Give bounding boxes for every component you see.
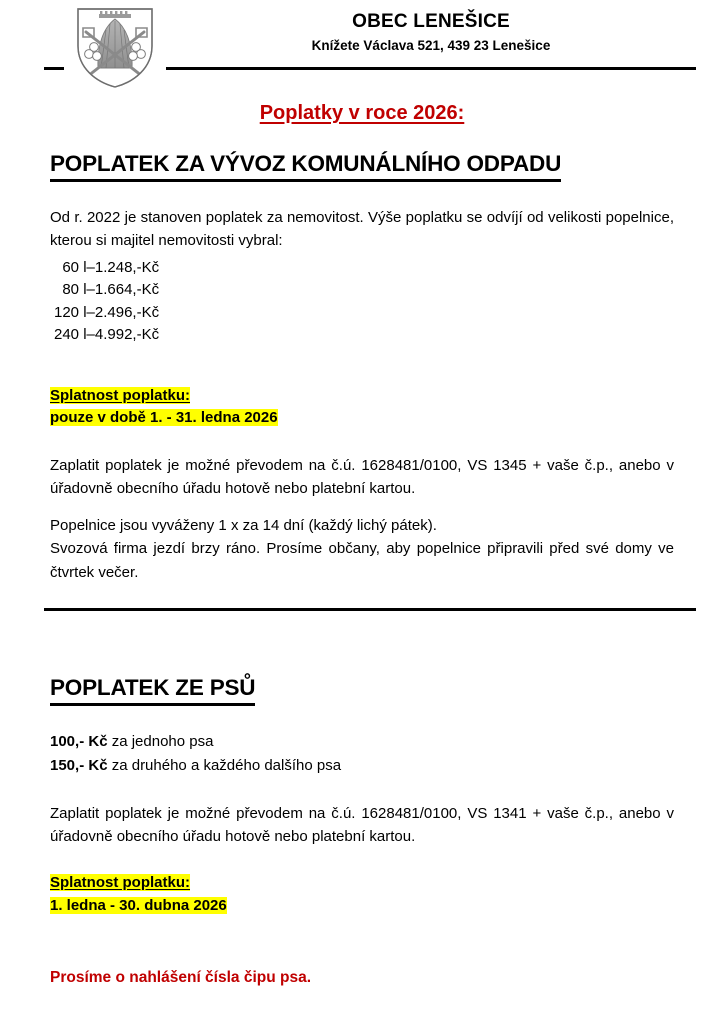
pricelist-currency: Kč [141, 326, 160, 343]
table-row [54, 302, 159, 325]
pricelist-currency: Kč [141, 281, 160, 298]
dog-fee-row [50, 754, 674, 778]
dog-due-label: Splatnost poplatku: [50, 874, 190, 892]
waste-due-value-line [50, 407, 674, 430]
waste-due-value: pouze v době 1. - 31. ledna 2026 [50, 409, 278, 426]
header-rule-left-dash [44, 67, 64, 70]
dog-section [0, 649, 724, 706]
pricelist-dash: – [86, 281, 95, 298]
dog-due-value-line [50, 895, 674, 918]
pricelist-volume: 60 l [62, 258, 87, 276]
table-row [54, 324, 159, 347]
lenesice-coat-of-arms-icon [70, 6, 160, 90]
table-row [54, 257, 159, 280]
dog-fee-amount: 150,- Kč [50, 756, 108, 774]
pricelist-amount: 1.248,- [94, 258, 142, 276]
page-title: Poplatky v roce 2026: [259, 102, 465, 124]
pricelist-volume: 240 l [54, 326, 87, 343]
waste-schedule-line-2: Svozová firma jezdí brzy ráno. Prosíme občany, aby popelnice připravili před své domy ve čtvrtek večer. [50, 540, 674, 581]
pricelist-dash: – [86, 303, 95, 321]
pricelist-dash: – [86, 258, 95, 276]
dog-fee-row [50, 730, 674, 754]
pricelist-dash: – [86, 326, 95, 343]
header-rule [166, 67, 696, 70]
pricelist-currency: Kč [141, 258, 160, 276]
organization-name: OBEC LENEŠICE [352, 11, 510, 32]
dog-section-body [50, 730, 674, 918]
dog-section-title: POPLATEK ZE PSŮ [50, 675, 255, 706]
organization-address: Knížete Václava 521, 439 23 Lenešice [311, 37, 551, 53]
pricelist-amount: 2.496,- [94, 303, 142, 321]
pricelist-amount: 1.664,- [94, 281, 142, 298]
waste-due-label-line [50, 385, 674, 408]
waste-schedule-line-1: Popelnice jsou vyváženy 1 x za 14 dní (každý lichý pátek). [50, 517, 437, 534]
dog-fee-amount: 100,- Kč [50, 732, 108, 750]
dog-payment-info: Zaplatit poplatek je možné převodem na č.ú. 1628481/0100, VS 1341 + vaše č.p., anebo v úřadovně obecního úřadu hotově nebo platební kartou. [50, 804, 674, 845]
dog-fee-description: za druhého a každého dalšího psa [107, 756, 342, 774]
closing-note: Prosíme o nahlášení čísla čipu psa. [50, 969, 312, 987]
pricelist-volume: 80 l [62, 281, 87, 298]
waste-due-label: Splatnost poplatku: [50, 386, 190, 404]
pricelist-volume: 120 l [54, 303, 87, 321]
organization-block [168, 10, 694, 55]
waste-section-body [50, 206, 674, 584]
dog-due-value: 1. ledna - 30. dubna 2026 [50, 896, 227, 914]
waste-section-title: POPLATEK ZA VÝVOZ KOMUNÁLNÍHO ODPADU [50, 151, 561, 182]
table-row [54, 279, 159, 302]
waste-payment-info: Zaplatit poplatek je možné převodem na č.ú. 1628481/0100, VS 1345 + vaše č.p., anebo v úřadovně obecního úřadu hotově nebo platební kartou. [50, 456, 674, 497]
waste-intro-text: Od r. 2022 je stanoven poplatek za nemovitost. Výše poplatku se odvíjí od velikosti popelnice, kterou si majitel nemovitosti vybral: [50, 209, 674, 250]
dog-fee-description: za jednoho psa [107, 732, 214, 750]
document-header [0, 0, 724, 88]
waste-pricelist-table [54, 257, 159, 347]
waste-section [0, 125, 724, 182]
dog-due-label-line [50, 872, 674, 895]
pricelist-amount: 4.992,- [94, 326, 142, 343]
pricelist-currency: Kč [141, 303, 160, 321]
